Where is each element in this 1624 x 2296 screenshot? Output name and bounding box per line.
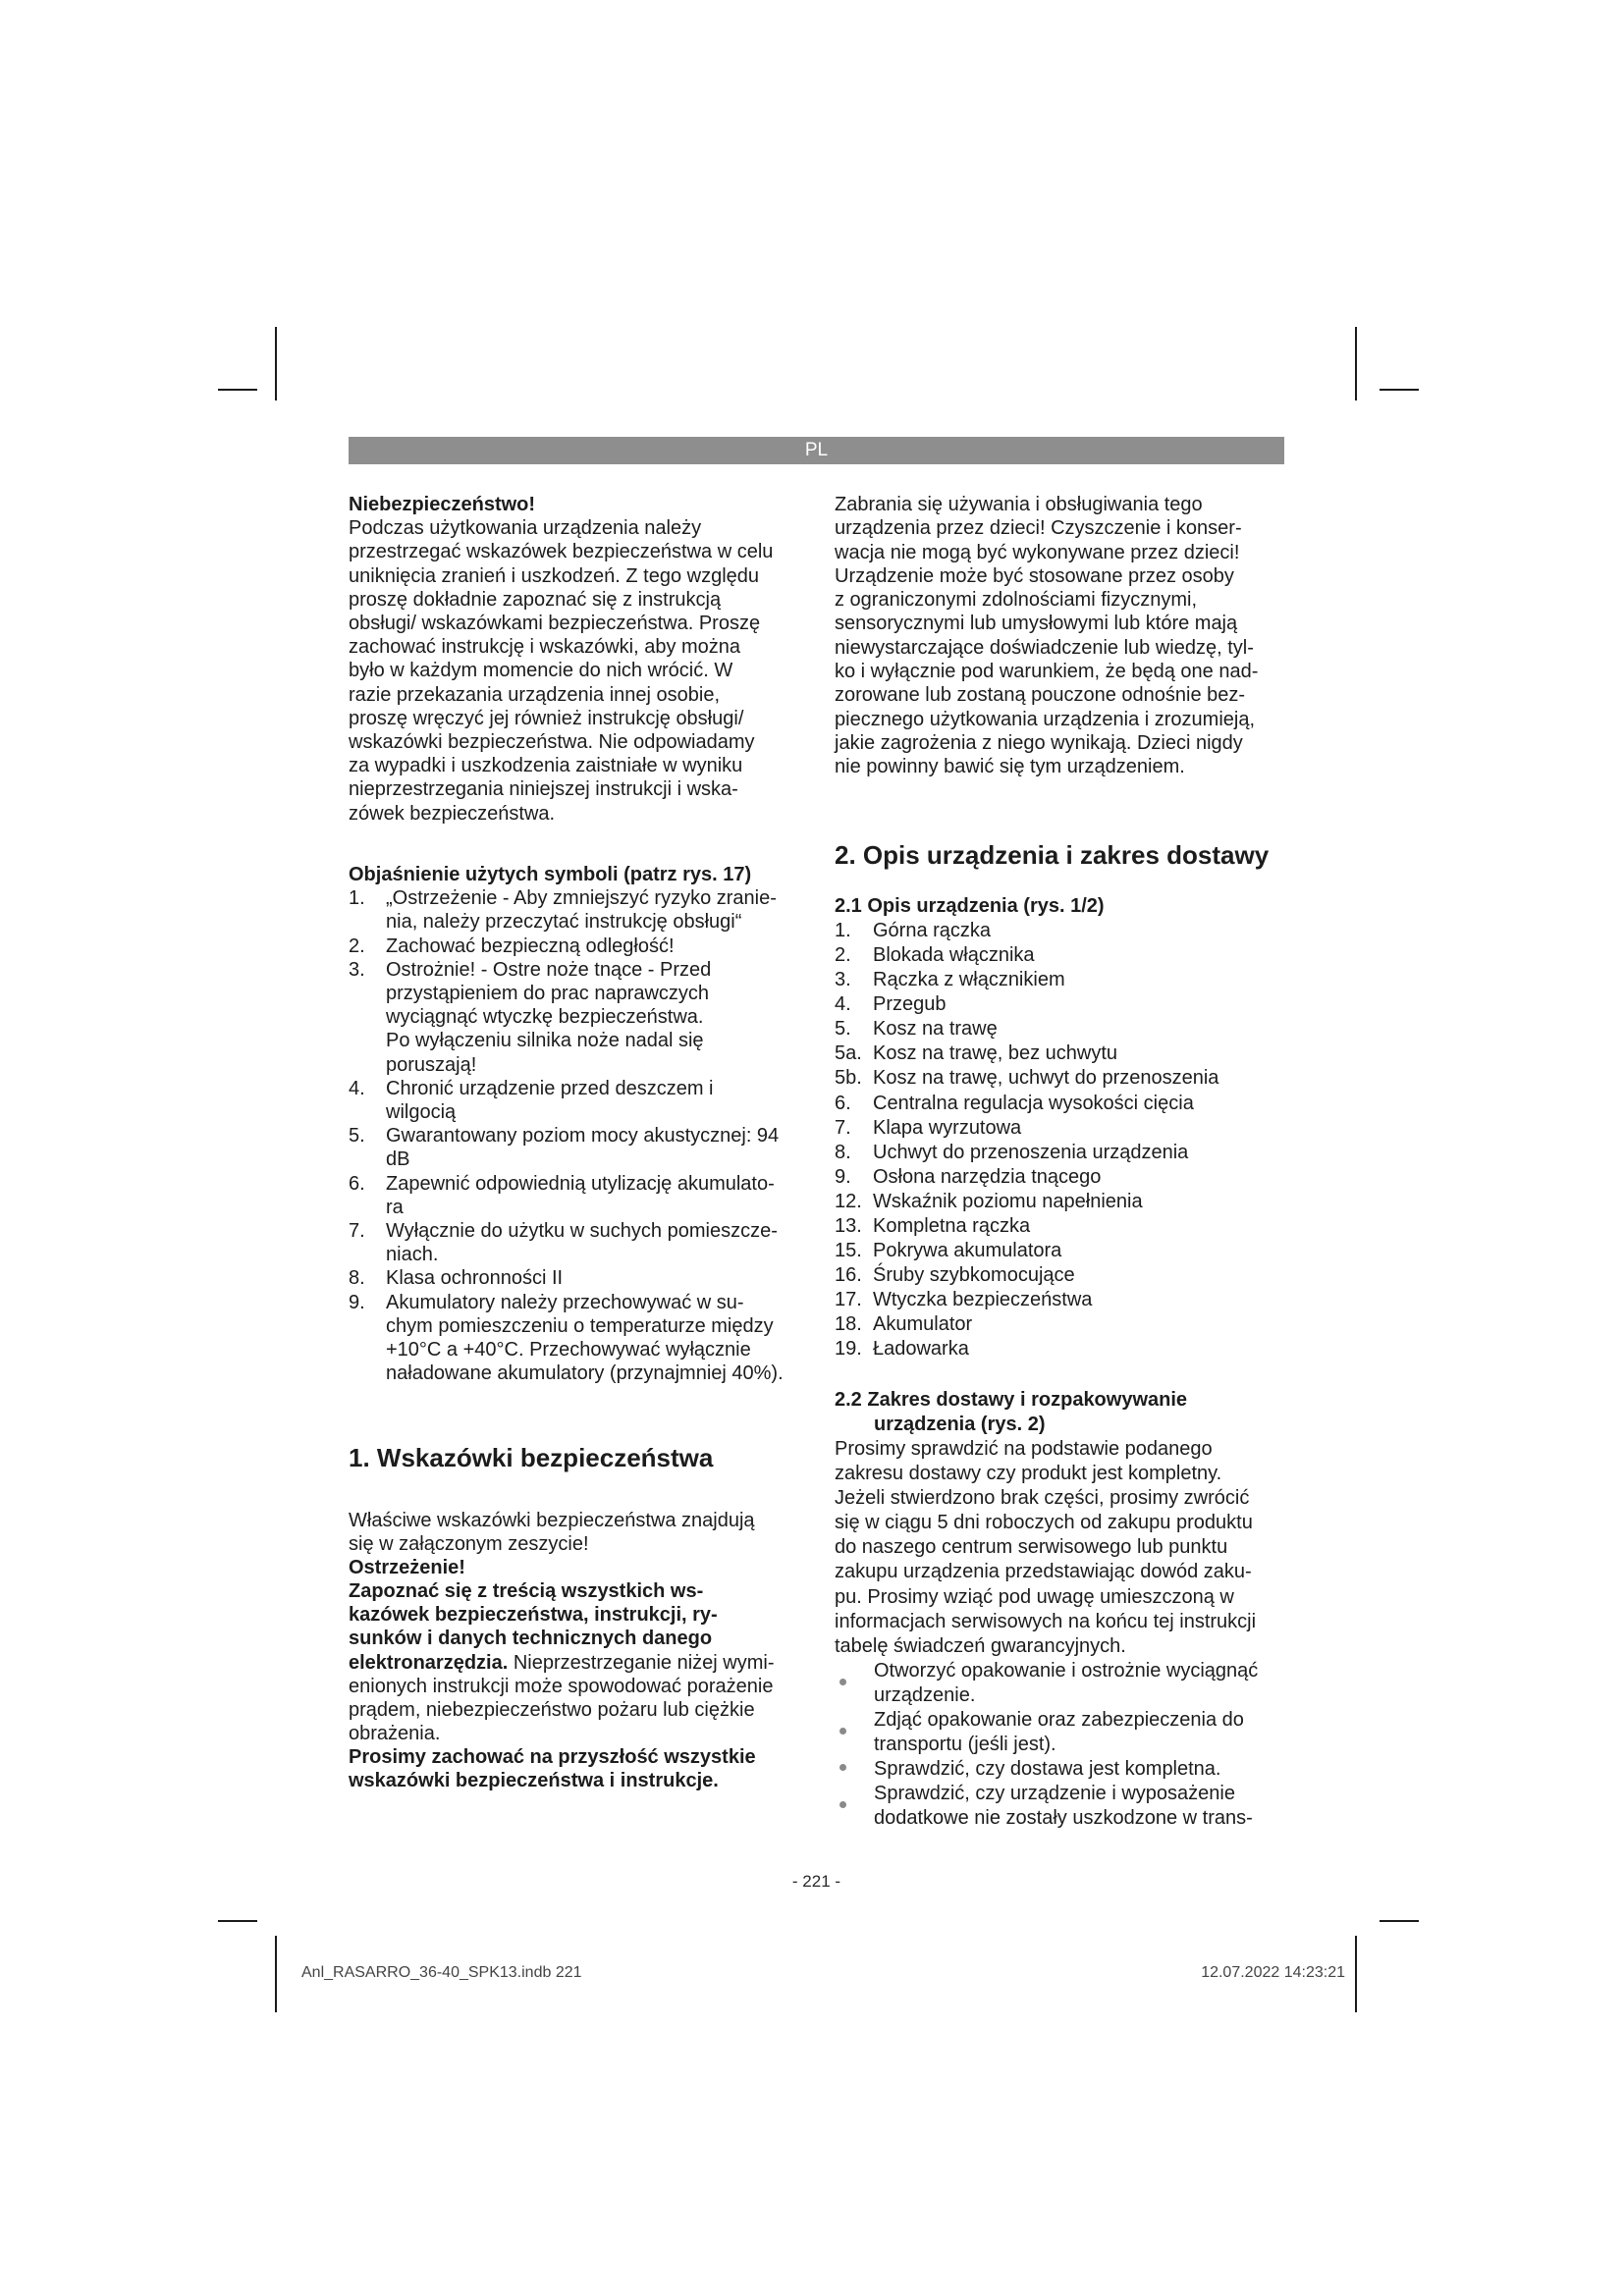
crop-mark-bottom-left-horizontal (218, 1920, 257, 1922)
unpack-step-text: dodatkowe nie zostały uszkodzone w trans- (874, 1807, 1253, 1830)
symbol-item-number: 6. (349, 1172, 365, 1195)
part-number: 16. (835, 1263, 862, 1286)
part-number: 2. (835, 944, 851, 967)
symbol-item (349, 1172, 795, 1219)
part-item (835, 1337, 1284, 1362)
part-label: Śruby szybkomocujące (873, 1263, 1075, 1286)
symbol-item-text: Akumulatory należy przechowywać w su- (386, 1291, 744, 1313)
part-item (835, 919, 1284, 943)
warning-mixed-line (349, 1651, 795, 1675)
danger-text-line: nieprzestrzegania niniejszej instrukcji i wska- (349, 778, 738, 801)
delivery-section (835, 1388, 1284, 1831)
part-label: Uchwyt do przenoszenia urządzenia (873, 1141, 1189, 1163)
part-number: 1. (835, 920, 851, 942)
delivery-text-line: zakresu dostawy czy produkt jest kompletny. (835, 1463, 1222, 1485)
symbol-item-text: +10°C a +40°C. Przechowywać wyłącznie (386, 1339, 751, 1362)
children-text-line: ko i wyłącznie pod warunkiem, że będą one nad- (835, 661, 1259, 683)
symbol-item (349, 1077, 795, 1124)
part-item (835, 1263, 1284, 1288)
part-number: 4. (835, 993, 851, 1016)
crop-mark-top-right-vertical (1355, 327, 1357, 400)
part-item (835, 1066, 1284, 1091)
unpack-step-text: transportu (jeśli jest). (874, 1733, 1056, 1755)
children-text-line: urządzenia przez dzieci! Czyszczenie i konser- (835, 517, 1242, 540)
keep-instructions-line: Prosimy zachować na przyszłość wszystkie (349, 1745, 756, 1768)
children-text-line: Urządzenie może być stosowane przez osoby (835, 564, 1234, 587)
symbol-item (349, 1291, 795, 1386)
danger-title: Niebezpieczeństwo! (349, 494, 536, 515)
part-label: Wskaźnik poziomu napełnienia (873, 1190, 1143, 1212)
part-item (835, 992, 1284, 1017)
unpack-step-text: Sprawdzić, czy urządzenie i wyposażenie (874, 1783, 1235, 1804)
delivery-text-line: zakupu urządzenia przedstawiając dowód zaku- (835, 1561, 1252, 1583)
part-label: Rączka z włącznikiem (873, 969, 1065, 991)
symbol-item (349, 1266, 795, 1290)
bullet-icon (835, 1708, 874, 1757)
symbol-item (349, 958, 795, 1077)
part-label: Kosz na trawę, bez uchwytu (873, 1042, 1118, 1065)
symbol-item-number: 8. (349, 1267, 365, 1290)
unpack-step-text: Sprawdzić, czy dostawa jest kompletna. (874, 1757, 1221, 1780)
symbol-item (349, 886, 795, 934)
symbol-item-number: 5. (349, 1125, 365, 1148)
symbol-item-number: 9. (349, 1291, 365, 1313)
part-item (835, 1214, 1284, 1239)
symbol-item-text: wilgocią (386, 1101, 457, 1124)
symbol-item-number: 7. (349, 1220, 365, 1243)
danger-text-line: Podczas użytkowania urządzenia należy (349, 517, 702, 540)
danger-text-line: zówek bezpieczeństwa. (349, 802, 556, 825)
footer-timestamp: 12.07.2022 14:23:21 (1201, 1964, 1345, 1981)
children-text-line: z ograniczonymi zdolnościami fizycznymi, (835, 589, 1198, 612)
danger-text-line: przestrzegać wskazówek bezpieczeństwa w celu (349, 541, 774, 563)
symbol-item-text: niach. (386, 1244, 439, 1266)
part-label: Kosz na trawę, uchwyt do przenoszenia (873, 1067, 1219, 1090)
crop-mark-bottom-right-vertical (1355, 1936, 1357, 2012)
part-label: Osłona narzędzia tnącego (873, 1165, 1102, 1188)
part-label: Pokrywa akumulatora (873, 1239, 1062, 1261)
part-label: Przegub (873, 993, 947, 1016)
symbol-item-text: przystąpieniem do prac naprawczych (386, 983, 710, 1005)
warning-text-line: enionych instrukcji może spowodować porażenie (349, 1675, 774, 1697)
warning-label: Ostrzeżenie! (349, 1557, 465, 1579)
symbol-item-number: 4. (349, 1077, 365, 1099)
unpack-step (835, 1708, 1284, 1757)
part-label: Blokada włącznika (873, 944, 1035, 967)
symbol-item-text: Gwarantowany poziom mocy akustycznej: 94 (386, 1125, 780, 1148)
symbol-item (349, 1124, 795, 1171)
children-text-line: nie powinny bawić się tym urządzeniem. (835, 756, 1185, 778)
footer-file-info: Anl_RASARRO_36-40_SPK13.indb 221 (301, 1964, 582, 1981)
part-number: 3. (835, 969, 851, 991)
warning-text-line: obrażenia. (349, 1722, 441, 1744)
part-number: 7. (835, 1116, 851, 1139)
symbol-item-number: 1. (349, 887, 365, 910)
children-text-line: jakie zagrożenia z niego wynikają. Dzieci nigdy (835, 731, 1243, 754)
device-description-section (835, 894, 1284, 1362)
danger-text-line: proszę dokładnie zapoznać się z instrukcją (349, 588, 722, 611)
part-label: Kosz na trawę (873, 1018, 998, 1041)
part-item (835, 1041, 1284, 1066)
crop-mark-top-left-horizontal (218, 389, 257, 391)
symbol-item-text: Klasa ochronności II (386, 1267, 564, 1290)
symbol-item-text: Po wyłączeniu silnika noże nadal się (386, 1030, 704, 1052)
part-item (835, 1141, 1284, 1165)
delivery-text-line: informacjach serwisowych na końcu tej instrukcji (835, 1610, 1257, 1632)
children-text-line: Zabrania się używania i obsługiwania tego (835, 494, 1203, 515)
symbol-item-text: naładowane akumulatory (przynajmniej 40%). (386, 1362, 784, 1385)
safety-intro-line: się w załączonym zeszycie! (349, 1533, 589, 1556)
part-item (835, 1116, 1284, 1141)
bullet-icon (835, 1757, 874, 1782)
symbol-item-text: Wyłącznie do użytku w suchych pomieszcze- (386, 1220, 778, 1243)
delivery-title: 2.2 Zakres dostawy i rozpakowywanie (835, 1389, 1188, 1411)
symbol-item (349, 1219, 795, 1266)
warning-text-line: prądem, niebezpieczeństwo pożaru lub ciężkie (349, 1698, 755, 1721)
part-label: Klapa wyrzutowa (873, 1116, 1022, 1139)
warning-bold-line: Zapoznać się z treścią wszystkich ws- (349, 1580, 704, 1603)
safety-section (349, 1509, 795, 1792)
part-item (835, 1288, 1284, 1312)
part-number: 15. (835, 1239, 862, 1261)
unpack-step (835, 1659, 1284, 1708)
part-item (835, 1312, 1284, 1337)
danger-text-line: uniknięcia zranień i uszkodzeń. Z tego względu (349, 564, 760, 587)
crop-mark-bottom-left-vertical (275, 1936, 277, 2012)
warning-bold-line: kazówek bezpieczeństwa, instrukcji, ry- (349, 1604, 718, 1627)
delivery-text-line: Jeżeli stwierdzono brak części, prosimy zwrócić (835, 1487, 1250, 1510)
section-2-heading: 2. Opis urządzenia i zakres dostawy (835, 840, 1270, 870)
part-item (835, 1017, 1284, 1041)
symbol-item-text: poruszają! (386, 1053, 477, 1076)
part-item (835, 1190, 1284, 1214)
symbol-item (349, 934, 795, 958)
children-text-line: piecznego użytkowania urządzenia i zrozumieją, (835, 708, 1256, 730)
symbol-item-text: Zachować bezpieczną odległość! (386, 934, 675, 957)
part-label: Górna rączka (873, 920, 992, 942)
part-item (835, 1165, 1284, 1190)
delivery-text-line: tabelę świadczeń gwarancyjnych. (835, 1634, 1126, 1657)
symbols-title: Objaśnienie użytych symboli (patrz rys. 17) (349, 864, 752, 885)
warning-bold-text: elektronarzędzia. (349, 1651, 509, 1674)
symbols-section (349, 863, 795, 1385)
language-header-bar: PL (349, 437, 1284, 464)
danger-text-line: za wypadki i uszkodzenia zaistniałe w wyniku (349, 755, 743, 777)
children-text-line: wacja nie mogą być wykonywane przez dzieci! (835, 541, 1240, 563)
delivery-text-line: się w ciągu 5 dni roboczych od zakupu produktu (835, 1512, 1253, 1534)
part-number: 18. (835, 1313, 862, 1336)
part-number: 5b. (835, 1067, 862, 1090)
bullet-icon (835, 1782, 874, 1831)
part-number: 5a. (835, 1042, 862, 1065)
safety-intro-line: Właściwe wskazówki bezpieczeństwa znajdują (349, 1510, 755, 1531)
danger-text-line: było w każdym momencie do nich wrócić. W (349, 660, 733, 682)
part-number: 5. (835, 1018, 851, 1041)
bullet-icon (835, 1659, 874, 1708)
symbol-item-text: ra (386, 1196, 404, 1218)
section-1-heading: 1. Wskazówki bezpieczeństwa (349, 1443, 714, 1472)
danger-text-line: razie przekazania urządzenia innej osobie, (349, 683, 721, 706)
crop-mark-top-left-vertical (275, 327, 277, 400)
part-label: Centralna regulacja wysokości cięcia (873, 1092, 1194, 1114)
part-number: 19. (835, 1338, 862, 1361)
delivery-title: urządzenia (rys. 2) (874, 1414, 1046, 1436)
symbol-item-text: Zapewnić odpowiednią utylizację akumulato- (386, 1172, 775, 1195)
unpack-step-text: Otworzyć opakowanie i ostrożnie wyciągnąć (874, 1659, 1259, 1682)
symbol-item-number: 2. (349, 934, 365, 957)
part-number: 8. (835, 1141, 851, 1163)
part-item (835, 1092, 1284, 1116)
part-label: Akumulator (873, 1313, 973, 1336)
unpack-step-text: urządzenie. (874, 1683, 976, 1706)
part-item (835, 943, 1284, 968)
warning-text: Nieprzestrzeganie niżej wymi- (508, 1651, 775, 1674)
danger-section (349, 493, 795, 826)
delivery-text-line: do naszego centrum serwisowego lub punktu (835, 1536, 1228, 1559)
device-description-title: 2.1 Opis urządzenia (rys. 1/2) (835, 895, 1105, 917)
warning-bold-line: sunków i danych technicznych danego (349, 1628, 713, 1650)
keep-instructions-line: wskazówki bezpieczeństwa i instrukcje. (349, 1770, 719, 1792)
symbol-item-text: Chronić urządzenie przed deszczem i (386, 1077, 714, 1099)
part-number: 13. (835, 1214, 862, 1237)
symbol-item-text: wyciągnąć wtyczkę bezpieczeństwa. (386, 1006, 704, 1029)
part-number: 9. (835, 1165, 851, 1188)
part-number: 12. (835, 1190, 862, 1212)
danger-text-line: proszę wręczyć jej również instrukcję obsługi/ (349, 707, 744, 729)
danger-text-line: wskazówki bezpieczeństwa. Nie odpowiadamy (349, 731, 755, 754)
symbol-item-text: chym pomieszczeniu o temperaturze między (386, 1314, 774, 1337)
page-number: - 221 - (791, 1872, 841, 1891)
part-item (835, 968, 1284, 992)
delivery-text-line: Prosimy sprawdzić na podstawie podanego (835, 1438, 1213, 1461)
unpack-step (835, 1757, 1284, 1782)
symbol-item-text: „Ostrzeżenie - Aby zmniejszyć ryzyko zranie- (386, 887, 777, 910)
symbol-item-text: nia, należy przeczytać instrukcję obsługi“ (386, 911, 742, 934)
part-label: Kompletna rączka (873, 1214, 1031, 1237)
crop-mark-top-right-horizontal (1380, 389, 1419, 391)
part-number: 17. (835, 1289, 862, 1310)
danger-text-line: obsługi/ wskazówkami bezpieczeństwa. Proszę (349, 613, 761, 635)
symbol-item-number: 3. (349, 958, 365, 981)
danger-text-line: zachować instrukcję i wskazówki, aby można (349, 636, 741, 659)
symbol-item-text: dB (386, 1148, 410, 1171)
children-text-line: zorowane lub zostaną pouczone odnośnie bez- (835, 684, 1246, 707)
part-item (835, 1239, 1284, 1263)
symbol-item-text: Ostrożnie! - Ostre noże tnące - Przed (386, 958, 712, 981)
children-text-line: sensorycznymi lub umysłowymi lub które mają (835, 613, 1238, 635)
crop-mark-bottom-right-horizontal (1380, 1920, 1419, 1922)
part-label: Ładowarka (873, 1338, 969, 1361)
children-text-line: niewystarczające doświadczenie lub wiedzę, tyl- (835, 636, 1254, 659)
unpack-step-text: Zdjąć opakowanie oraz zabezpieczenia do (874, 1708, 1244, 1731)
unpack-step (835, 1782, 1284, 1831)
part-number: 6. (835, 1092, 851, 1114)
part-label: Wtyczka bezpieczeństwa (873, 1289, 1093, 1310)
children-section (835, 493, 1284, 779)
delivery-text-line: pu. Prosimy wziąć pod uwagę umieszczoną w (835, 1585, 1234, 1608)
